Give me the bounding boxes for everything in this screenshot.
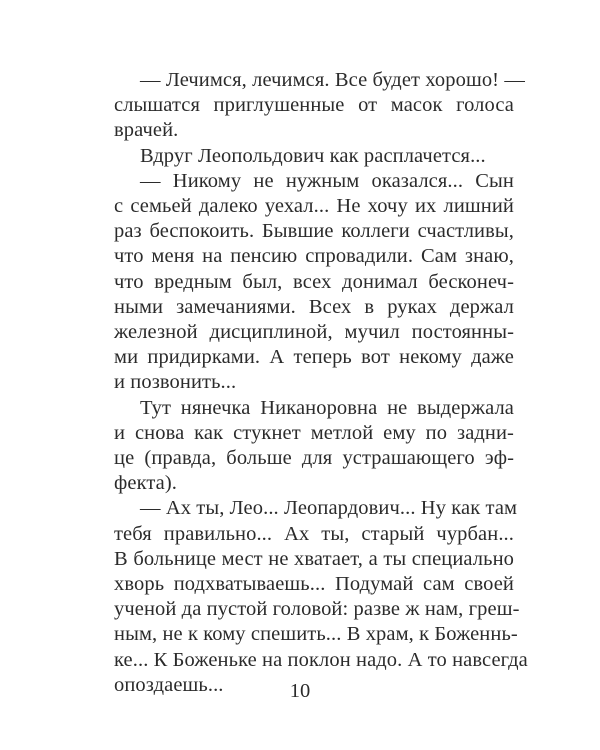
paragraph-3 [114,169,514,396]
text-line: что вредным был, всех донимал бесконеч- [114,270,514,293]
paragraph-2 [114,144,514,169]
text-line: врачей. [114,119,179,142]
text-line: ми придирками. А теперь вот некому даже [114,346,514,369]
text-line: и позвонить... [114,371,237,394]
text-line: слышатся приглушенные от масок голоса [114,94,514,117]
page-body-text [114,68,528,698]
text-line: и снова как стукнет метлой ему по задни- [114,421,514,444]
text-line: что меня на пенсию спровадили. Сам знаю, [114,245,514,268]
text-line: раз беспокоить. Бывшие коллеги счастливы, [114,220,514,243]
text-line: фекта). [114,472,178,495]
paragraph-1 [114,68,525,144]
text-line: железной дисциплиной, мучил постоянны- [114,321,514,344]
page-number: 10 [289,680,311,702]
text-line: тебя правильно... Ах ты, старый чурбан... [114,522,514,545]
text-line: В больнице мест не хватает, а ты специально [114,547,514,570]
text-line: ке... К Боженьке на поклон надо. А то навсегда [114,648,528,671]
text-line: ученой да пустой головой: разве ж нам, греш- [114,598,520,621]
text-line: — Ах ты, Лео... Леопардович... Ну как там [140,497,518,520]
text-line: Тут нянечка Никаноровна не выдержала [140,396,514,419]
text-line: це (правда, больше для устрашающего эф- [114,447,514,470]
text-line: хворь подхватываешь... Подумай сам своей [114,573,514,596]
text-line: ным, не к кому спешить... В храм, к Боженнь- [114,623,518,646]
text-line: — Никому не нужным оказался... Сын [140,169,514,192]
text-line: ными замечаниями. Всех в руках держал [114,295,514,318]
paragraph-5 [114,496,528,698]
paragraph-4 [114,396,514,497]
text-line: — Лечимся, лечимся. Все будет хорошо! — [140,69,525,91]
text-line: Вдруг Леопольдович как расплачется... [140,144,486,167]
text-line: с семьей далеко уехал... Не хочу их лишний [114,195,514,218]
text-line: опоздаешь... [114,673,224,696]
